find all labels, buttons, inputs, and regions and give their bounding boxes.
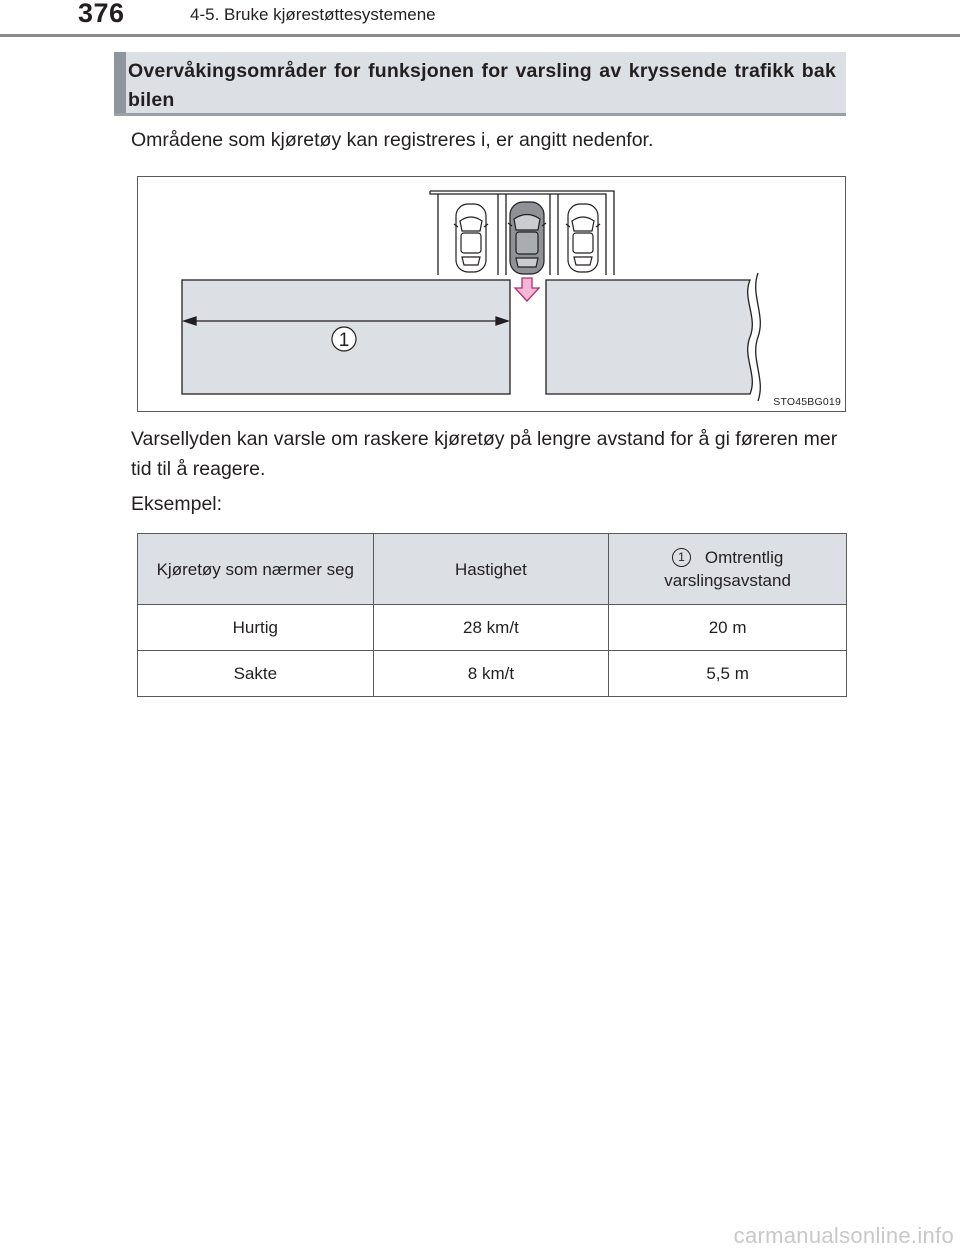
detection-area-figure bbox=[137, 176, 846, 412]
zone-break-line bbox=[756, 273, 761, 401]
cell-vehicle: Sakte bbox=[138, 651, 374, 697]
cell-vehicle: Hurtig bbox=[138, 605, 374, 651]
intro-paragraph: Områdene som kjøretøy kan registreres i, er angitt nedenfor. bbox=[131, 129, 654, 151]
section-heading-box bbox=[114, 52, 846, 116]
header-speed: Hastighet bbox=[373, 534, 609, 605]
cell-speed: 28 km/t bbox=[373, 605, 609, 651]
detection-zone-right bbox=[546, 280, 752, 394]
parked-car-left-icon bbox=[454, 204, 488, 272]
figure-code: STO45BG019 bbox=[773, 396, 841, 408]
table-row bbox=[138, 605, 847, 651]
running-header: 4-5. Bruke kjørestøttesystemene bbox=[190, 5, 436, 24]
reversing-arrow-icon bbox=[515, 278, 539, 301]
header-rule bbox=[0, 34, 960, 37]
body-paragraph: Varsellyden kan varsle om raskere kjøretøy på lengre avstand for å gi føreren mer tid til å reagere. bbox=[131, 428, 838, 480]
example-label: Eksempel: bbox=[131, 493, 223, 515]
table-header-row bbox=[138, 534, 847, 605]
header-approaching-vehicle: Kjøretøy som nærmer seg bbox=[138, 534, 374, 605]
cell-speed: 8 km/t bbox=[373, 651, 609, 697]
cell-distance: 20 m bbox=[609, 605, 847, 651]
cell-distance: 5,5 m bbox=[609, 651, 847, 697]
warning-distance-table bbox=[137, 533, 847, 697]
header-distance-label: Omtrentlig varslingsavstand bbox=[664, 548, 791, 590]
page-number: 376 bbox=[78, 0, 125, 28]
section-title: Overvåkingsområder for funksjonen for varsling av kryssende trafikk bak bilen bbox=[128, 60, 836, 111]
detection-area-illustration bbox=[138, 177, 847, 413]
own-car-icon bbox=[508, 202, 546, 274]
callout-marker-icon: 1 bbox=[672, 548, 691, 567]
watermark: carmanualsonline.info bbox=[733, 1223, 954, 1248]
section-accent-bar bbox=[114, 52, 126, 113]
table-row bbox=[138, 651, 847, 697]
callout-label: 1 bbox=[338, 330, 350, 351]
header-distance bbox=[609, 534, 847, 605]
parked-car-right-icon bbox=[566, 204, 600, 272]
